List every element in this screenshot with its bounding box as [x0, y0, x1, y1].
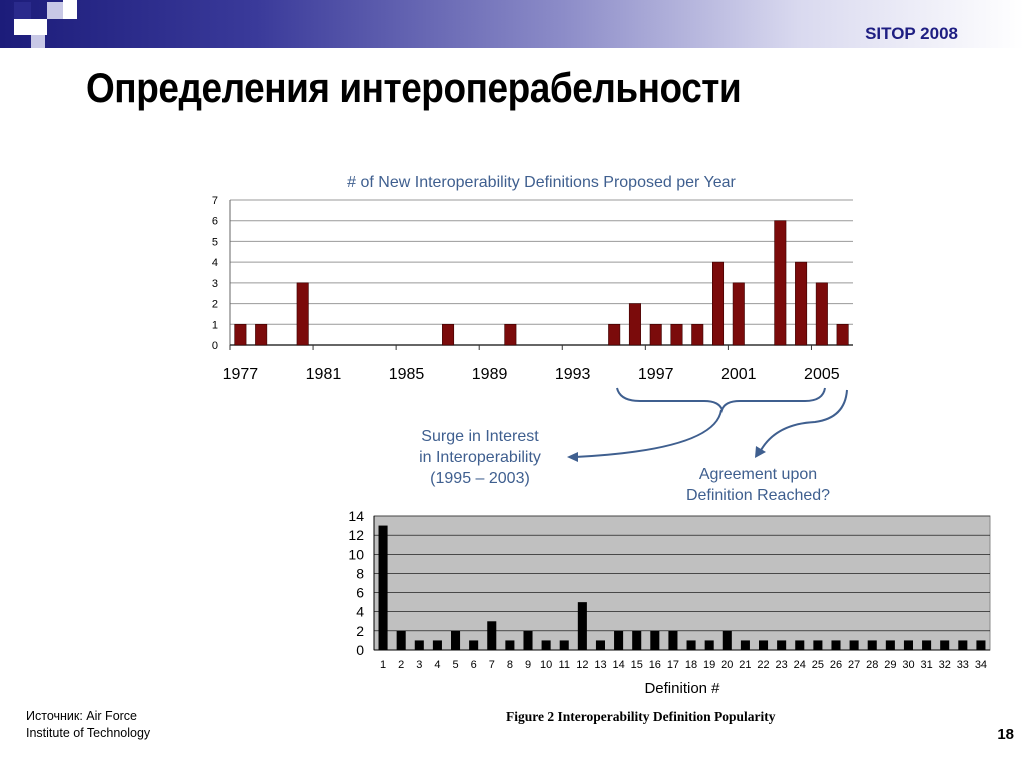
agreement-arrow — [760, 390, 847, 452]
agreement-line: Agreement upon — [698, 466, 818, 483]
y-tick-label: 7 — [211, 195, 218, 207]
x-tick-label: 19 — [703, 659, 716, 671]
bar-def-23 — [777, 640, 786, 650]
x-tick-label: 9 — [524, 659, 532, 671]
x-tick-label: 12 — [576, 659, 589, 671]
y-tick-label: 0 — [211, 340, 218, 352]
bar-def-25 — [813, 640, 822, 650]
x-tick-label: 2001 — [720, 366, 757, 383]
source-line: Источник: Air Force — [26, 709, 138, 723]
x-tick-label: 8 — [506, 659, 513, 671]
y-tick-label: 8 — [356, 565, 364, 582]
bar-def-22 — [759, 640, 768, 650]
x-tick-label: 24 — [793, 659, 806, 671]
x-tick-label: 13 — [594, 659, 607, 671]
bar-def-31 — [922, 640, 931, 650]
surge-arrowhead — [567, 452, 578, 462]
x-tick-label: 21 — [739, 659, 752, 671]
x-tick-label: 4 — [434, 659, 441, 671]
bar-def-21 — [741, 640, 750, 650]
bar-def-7 — [487, 621, 496, 650]
bar-def-34 — [976, 640, 985, 650]
agreement-arrowhead — [755, 446, 766, 458]
y-tick-label: 1 — [211, 319, 218, 332]
x-tick-label: 7 — [488, 659, 495, 671]
bar-def-26 — [831, 640, 840, 650]
x-axis-title: Definition # — [644, 680, 720, 697]
x-tick-label: 3 — [416, 659, 423, 671]
x-tick-label: 2005 — [804, 366, 840, 383]
bar-def-4 — [433, 640, 442, 650]
bar-def-8 — [505, 640, 514, 650]
surge-callout — [398, 426, 562, 489]
x-tick-label: 1977 — [222, 366, 259, 383]
bar-def-30 — [904, 640, 913, 650]
bar-def-1 — [379, 526, 388, 650]
definition-popularity-chart — [330, 500, 1000, 705]
x-tick-label: 1993 — [554, 366, 591, 383]
bar-def-15 — [632, 631, 641, 650]
x-tick-label: 20 — [721, 659, 734, 671]
x-tick-label: 25 — [811, 659, 825, 671]
source-line: Institute of Technology — [26, 726, 151, 740]
bar-def-12 — [578, 602, 587, 650]
bar-def-18 — [687, 640, 696, 650]
bar-def-19 — [705, 640, 714, 650]
y-tick-label: 2 — [211, 298, 218, 311]
y-tick-label: 12 — [348, 527, 364, 544]
x-tick-label: 34 — [974, 659, 988, 671]
agreement-line: Definition Reached? — [685, 487, 831, 504]
x-tick-label: 23 — [775, 659, 788, 671]
x-tick-label: 22 — [757, 659, 770, 671]
x-tick-label: 33 — [956, 659, 969, 671]
x-tick-label: 11 — [558, 659, 570, 671]
x-tick-label: 10 — [539, 659, 553, 671]
bar-def-9 — [523, 631, 532, 650]
y-tick-label: 3 — [211, 277, 218, 290]
x-tick-label: 30 — [902, 659, 915, 671]
page-title: Определения интероперабельности — [86, 64, 742, 111]
bar-def-3 — [415, 640, 424, 650]
x-tick-label: 1981 — [305, 366, 342, 383]
y-tick-label: 6 — [356, 584, 364, 601]
y-tick-label: 2 — [356, 622, 364, 639]
plot-area — [374, 516, 990, 650]
figure-caption: Figure 2 Interoperability Definition Popularity — [506, 709, 776, 724]
bar-def-33 — [958, 640, 967, 650]
y-tick-label: 10 — [348, 546, 364, 563]
surge-bracket — [617, 388, 825, 410]
x-tick-label: 2 — [398, 659, 405, 671]
x-tick-label: 14 — [612, 659, 625, 671]
x-tick-label: 1 — [379, 659, 387, 671]
bar-def-29 — [886, 640, 895, 650]
surge-arrow — [575, 410, 721, 457]
brand-label: SITOP 2008 — [865, 24, 958, 43]
y-tick-label: 0 — [356, 642, 364, 658]
surge-line: (1995 – 2003) — [430, 470, 530, 487]
bar-def-16 — [650, 631, 659, 650]
y-tick-label: 4 — [356, 603, 364, 620]
bar-def-27 — [850, 640, 859, 650]
x-tick-label: 5 — [452, 659, 459, 671]
x-tick-label: 17 — [666, 659, 680, 671]
x-tick-label: 16 — [648, 659, 661, 671]
x-tick-label: 18 — [684, 659, 698, 671]
x-tick-label: 26 — [829, 659, 843, 671]
bar-def-5 — [451, 631, 460, 650]
y-tick-label: 6 — [211, 215, 218, 228]
source-note — [26, 708, 150, 742]
y-tick-label: 5 — [211, 236, 218, 249]
y-tick-label: 14 — [348, 508, 364, 524]
bar-def-24 — [795, 640, 804, 650]
bar-def-20 — [723, 631, 732, 650]
surge-line: Surge in Interest — [421, 428, 539, 445]
x-tick-label: 1997 — [637, 366, 674, 383]
bar-def-13 — [596, 640, 605, 650]
x-tick-label: 27 — [847, 659, 861, 671]
bar-def-6 — [469, 640, 478, 650]
x-tick-label: 15 — [630, 659, 643, 671]
y-tick-label: 4 — [211, 257, 218, 270]
surge-line: in Interoperability — [419, 449, 541, 466]
x-tick-label: 1989 — [471, 366, 508, 383]
x-tick-label: 1985 — [388, 366, 425, 383]
chart-title: # of New Interoperability Definitions Proposed per Year — [347, 174, 736, 191]
bar-def-17 — [668, 631, 677, 650]
x-tick-label: 29 — [884, 659, 897, 671]
x-tick-label: 6 — [470, 659, 477, 671]
x-tick-label: 31 — [920, 659, 933, 671]
bar-def-2 — [397, 631, 406, 650]
x-tick-label: 32 — [938, 659, 951, 671]
x-tick-label: 28 — [866, 659, 879, 671]
bar-def-32 — [940, 640, 949, 650]
bar-def-28 — [868, 640, 877, 650]
page-number: 18 — [997, 726, 1014, 743]
bar-def-11 — [560, 640, 569, 650]
bar-def-10 — [542, 640, 551, 650]
bar-def-14 — [614, 631, 623, 650]
